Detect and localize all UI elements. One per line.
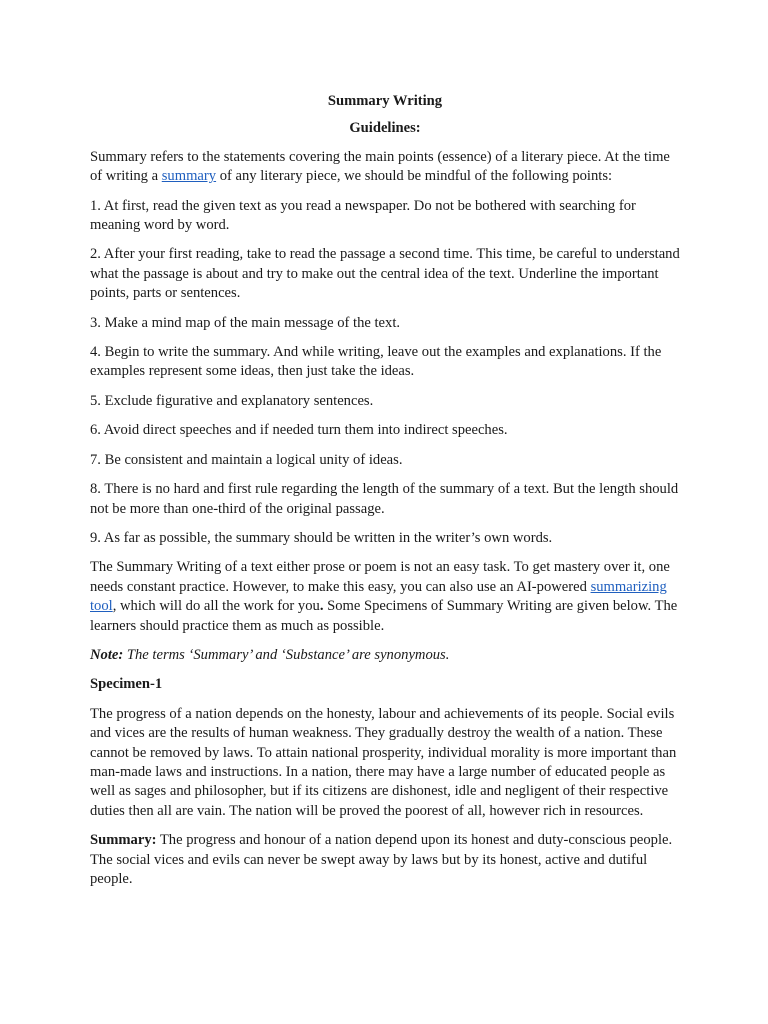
summary-link[interactable]: summary	[161, 168, 217, 185]
guideline-point-3: 3. Make a mind map of the main message of the text.	[90, 314, 401, 331]
guideline-point-5: 5. Exclude figurative and explanatory sentences.	[90, 392, 374, 409]
note-paragraph	[90, 646, 680, 665]
intro-text-end: of any literary piece, we should be mindful of the following points:	[216, 168, 613, 185]
summary-text: The progress and honour of a nation depend upon its honest and duty-conscious people. The social vices and evils can never be swept away by laws but by its honest, active and dutiful people.	[90, 832, 673, 887]
guideline-point-6: 6. Avoid direct speeches and if needed turn them into indirect speeches.	[90, 422, 508, 439]
guideline-point-1: 1. At first, read the given text as you read a newspaper. Do not be bothered with searching for meaning word by word.	[90, 197, 636, 234]
practice-text-end: Some Specimens of Summary Writing are given below. The learners should practice them as much as possible.	[90, 598, 678, 634]
practice-paragraph	[90, 558, 680, 636]
specimen-heading: Specimen-1	[90, 676, 163, 693]
summary-label: Summary:	[90, 832, 157, 849]
note-text: The terms ‘Summary’ and ‘Substance’ are synonymous.	[123, 646, 450, 663]
practice-text-start: The Summary Writing of a text either prose or poem is not an easy task. To get mastery over it, one needs constant practice. However, to make this easy, you can also use an AI-powered	[90, 559, 670, 595]
summarizing-tool-link[interactable]: summarizing tool	[90, 578, 667, 615]
note-label: Note:	[90, 646, 124, 663]
document-subtitle: Guidelines:	[349, 120, 421, 137]
guideline-point-4: 4. Begin to write the summary. And while writing, leave out the examples and explanations. If the examples represent some ideas, then just take the ideas.	[90, 344, 662, 380]
intro-text-start: Summary refers to the statements covering the main points (essence) of a literary piece. At the time of writing a	[90, 148, 670, 185]
guideline-point-7: 7. Be consistent and maintain a logical unity of ideas.	[90, 451, 403, 468]
practice-period: .	[319, 598, 324, 615]
specimen-passage: The progress of a nation depends on the honesty, labour and achievements of its people. Social evils and vices are the results of human weakness. They gradually destroy the wealth of a nation. These cannot be removed by laws. To attain national prosperity, individual morality is more important than man-made laws and instructions. In a nation, there may have a large number of educated people as well as sages and philosopher, but if its citizens are dishonest, idle and negligent of their respective duties then all are vain. The nation will be proved the poorest of all, however rich in resources.	[90, 705, 677, 819]
specimen-summary	[90, 831, 680, 889]
intro-paragraph	[90, 148, 680, 187]
practice-text-middle: , which will do all the work for you	[112, 598, 320, 615]
guideline-point-2: 2. After your first reading, take to read the passage a second time. This time, be careful to understand what the passage is about and try to make out the central idea of the text. Underline the important points, parts or sentences.	[90, 246, 680, 302]
document-title: Summary Writing	[327, 93, 443, 109]
guideline-point-9: 9. As far as possible, the summary should be written in the writer’s own words.	[90, 529, 553, 546]
guideline-point-8: 8. There is no hard and first rule regarding the length of the summary of a text. But the length should not be more than one-third of the original passage.	[90, 481, 679, 517]
